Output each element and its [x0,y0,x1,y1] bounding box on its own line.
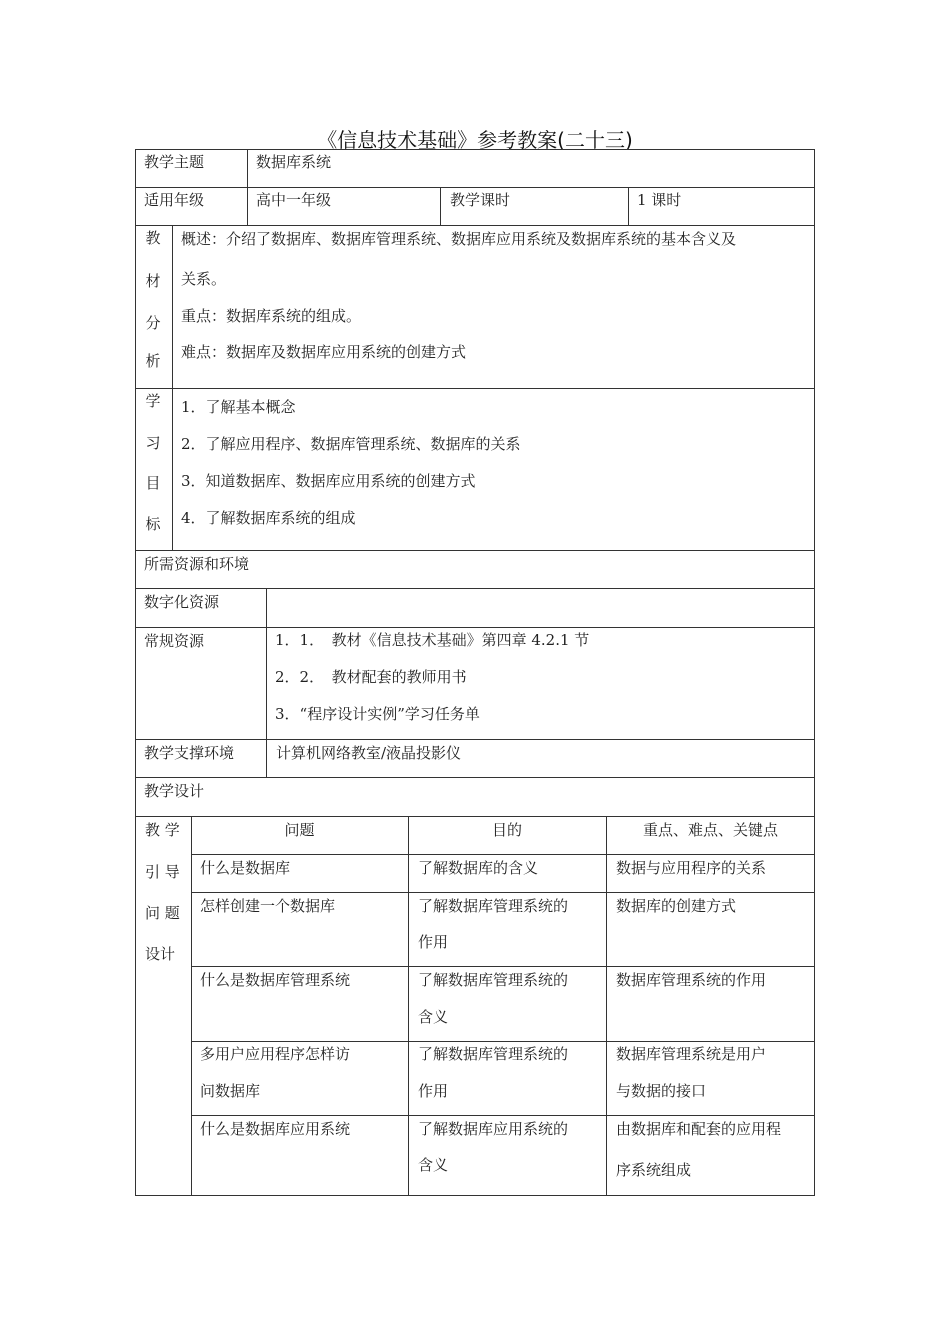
purpose-cell: 含义 [418,1156,449,1174]
row-divider [191,854,815,855]
guide-label-line: 设计 [145,945,176,963]
analysis-label-char: 分 [145,314,161,332]
purpose-cell: 了解数据库管理系统的 [418,1045,569,1063]
row-divider [191,1041,815,1042]
goals-label-char: 学 [145,392,161,410]
guide-label-line: 教 学 [145,821,180,839]
question-cell: 什么是数据库管理系统 [200,971,351,989]
env-value: 计算机网络教室/液晶投影仪 [276,744,462,762]
regular-item: 3．“程序设计实例”学习任务单 [275,705,480,723]
col-divider [191,816,192,1196]
page-title: 《信息技术基础》参考教案(二十三) [317,128,633,152]
goal-item: 1．了解基本概念 [181,398,296,416]
design-header: 教学设计 [144,782,205,800]
analysis-label-char: 教 [145,229,161,247]
row-divider [191,966,815,967]
purpose-cell: 作用 [418,933,449,951]
grade-value: 高中一年级 [256,191,332,209]
row-divider [135,627,815,628]
regular-label: 常规资源 [144,632,205,650]
row-divider [135,388,815,389]
regular-item: 1．1． 教材《信息技术基础》第四章 4.2.1 节 [275,631,590,649]
analysis-label-char: 析 [145,352,161,370]
regular-item: 2．2． 教材配套的教师用书 [275,668,467,686]
digital-label: 数字化资源 [144,593,220,611]
keypoint-cell: 序系统组成 [616,1161,692,1179]
keypoint-cell: 由数据库和配套的应用程 [616,1120,782,1138]
question-cell: 怎样创建一个数据库 [200,897,336,915]
row-divider [191,1115,815,1116]
hours-value: 1 课时 [637,191,682,209]
column-header-purpose: 目的 [491,821,522,839]
hours-label: 教学课时 [450,191,511,209]
column-header-question: 问题 [284,821,315,839]
row-divider [191,892,815,893]
goal-item: 4．了解数据库系统的组成 [181,509,356,527]
col-divider [606,816,607,1196]
keypoint-cell: 与数据的接口 [616,1082,707,1100]
row-divider [135,225,815,226]
guide-label-line: 引 导 [145,863,180,881]
keypoint-cell: 数据与应用程序的关系 [616,859,767,877]
question-cell: 问数据库 [200,1082,261,1100]
col-divider [247,149,248,225]
row-divider [135,777,815,778]
topic-label: 教学主题 [144,153,205,171]
guide-label-line: 问 题 [145,904,180,922]
question-cell: 多用户应用程序怎样访 [200,1045,351,1063]
purpose-cell: 了解数据库应用系统的 [418,1120,569,1138]
purpose-cell: 含义 [418,1008,449,1026]
goals-label-char: 目 [145,474,161,492]
col-divider [408,816,409,1196]
analysis-line: 概述：介绍了数据库、数据库管理系统、数据库应用系统及数据库系统的基本含义及 [181,230,737,248]
topic-value: 数据库系统 [256,153,332,171]
analysis-line: 关系。 [181,270,227,288]
row-divider [135,739,815,740]
keypoint-cell: 数据库管理系统是用户 [616,1045,767,1063]
col-divider [266,588,267,777]
resources-header: 所需资源和环境 [144,555,250,573]
row-divider [135,187,815,188]
question-cell: 什么是数据库 [200,859,291,877]
row-divider [135,588,815,589]
analysis-line: 重点：数据库系统的组成。 [181,307,362,325]
column-header-keypoints: 重点、难点、关键点 [642,821,778,839]
goal-item: 3．知道数据库、数据库应用系统的创建方式 [181,472,476,490]
question-cell: 什么是数据库应用系统 [200,1120,351,1138]
goals-label-char: 习 [145,434,161,452]
goals-label-char: 标 [145,515,161,533]
grade-label: 适用年级 [144,191,205,209]
row-divider [135,816,815,817]
env-label: 教学支撑环境 [144,744,235,762]
keypoint-cell: 数据库的创建方式 [616,897,737,915]
col-divider [628,187,629,225]
col-divider [172,225,173,550]
col-divider [440,187,441,225]
purpose-cell: 了解数据库管理系统的 [418,897,569,915]
row-divider [135,550,815,551]
goal-item: 2．了解应用程序、数据库管理系统、数据库的关系 [181,435,521,453]
keypoint-cell: 数据库管理系统的作用 [616,971,767,989]
purpose-cell: 作用 [418,1082,449,1100]
purpose-cell: 了解数据库的含义 [418,859,539,877]
analysis-label-char: 材 [145,272,161,290]
purpose-cell: 了解数据库管理系统的 [418,971,569,989]
analysis-line: 难点：数据库及数据库应用系统的创建方式 [181,343,467,361]
